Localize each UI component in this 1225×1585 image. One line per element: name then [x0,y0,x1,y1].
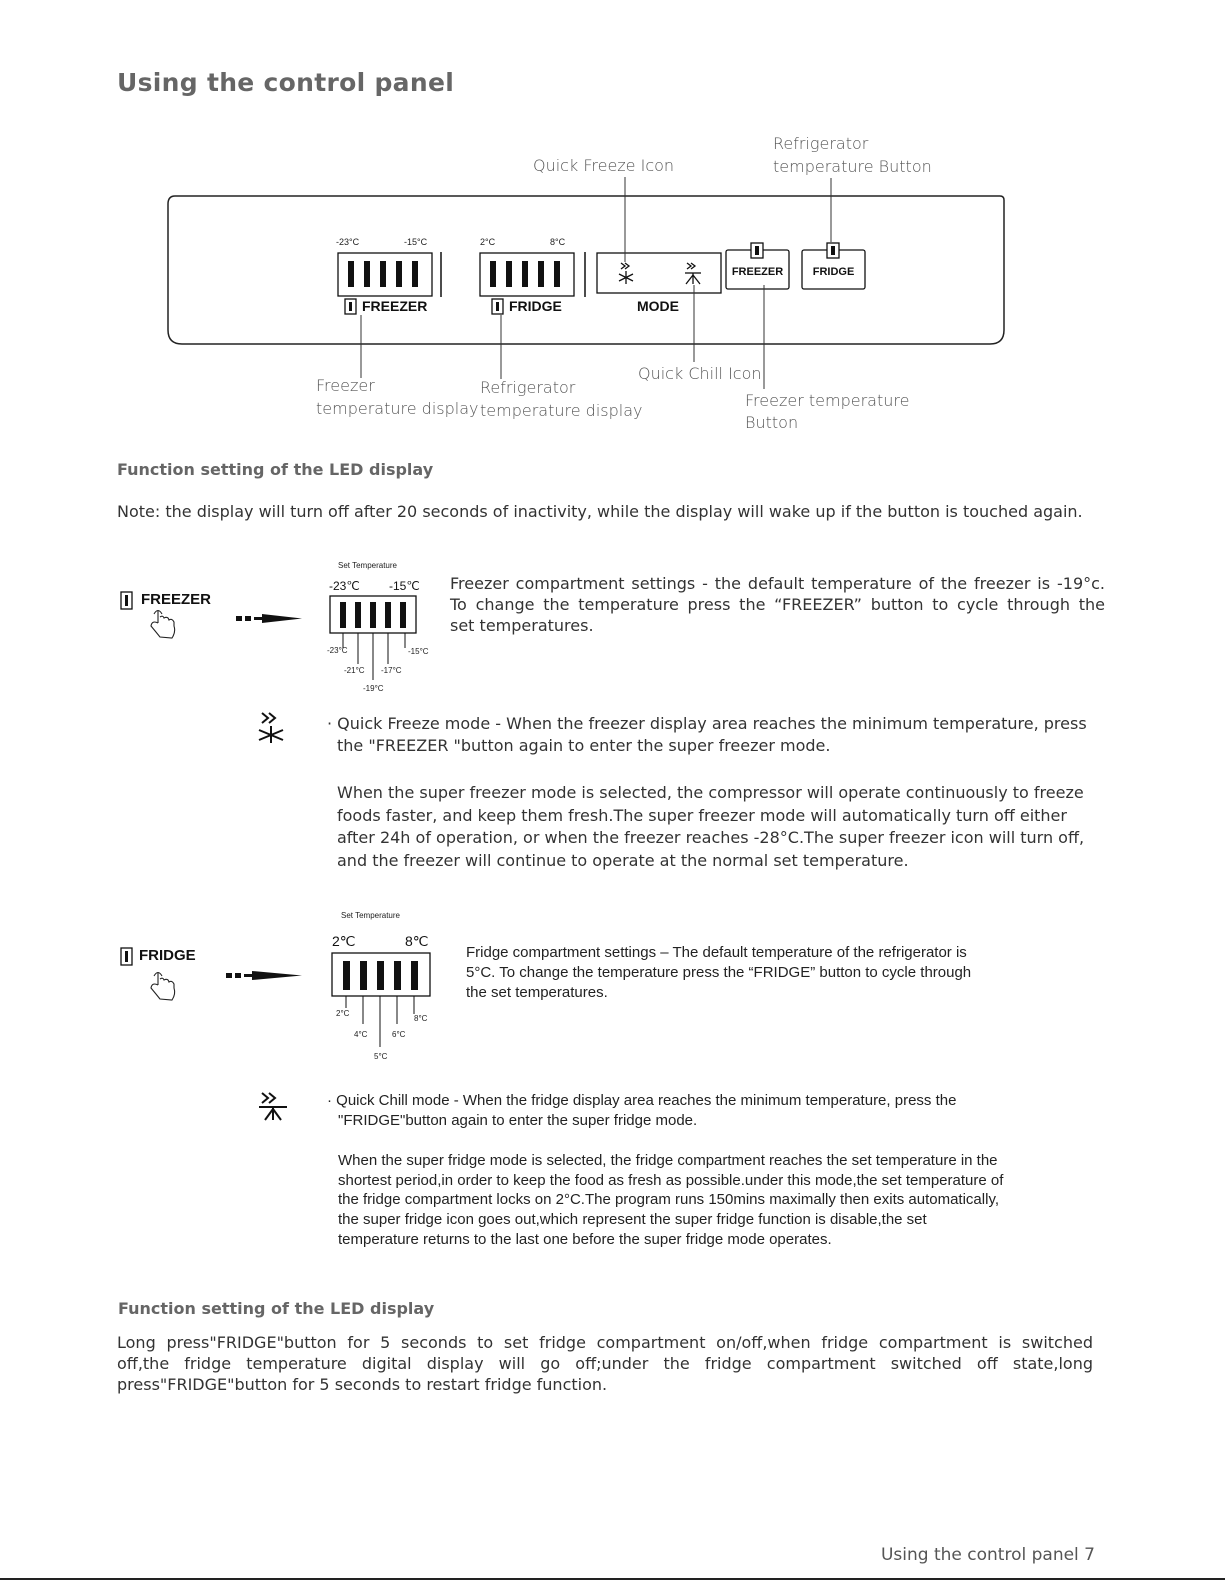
quick-chill-line: temperature returns to the last one before the super fridge mode operates. [338,1231,832,1248]
freezer-settings-line: set temperatures. [450,616,594,635]
section-heading: Function setting of the LED display [117,460,434,479]
quick-freeze-line: · Quick Freeze mode - When the freezer display area reaches the minimum temperature, press [327,714,1087,733]
arrow-icon [262,614,302,623]
long-press-line: press"FRIDGE"button for 5 seconds to restart fridge function. [117,1375,608,1394]
freezer-range-low: -23°C [336,237,360,247]
callout-quick-chill-icon: Quick Chill Icon [638,364,762,383]
callout-freezer-temp-button-2: Button [745,413,799,432]
quick-freeze-line: When the super freezer mode is selected, the compressor will operate continuously to freeze [337,783,1084,802]
tick-label: 2°C [336,1009,350,1018]
tick-label: -17°C [381,666,402,675]
tick-label: -15°C [408,647,429,656]
quick-freeze-icon [619,263,633,284]
long-press-line: Long press"FRIDGE"button for 5 seconds to set fridge compartment on/off,when fridge compartment is switched [117,1333,1093,1352]
callout-fridge-temp-display-1: Refrigerator [480,378,576,397]
fridge-range-high: 8°C [550,237,566,247]
tick-label: 6°C [392,1030,406,1039]
tick-label: 4°C [354,1030,368,1039]
freezer-display-label: FREEZER [362,298,428,314]
callout-fridge-temp-button-1: Refrigerator [773,134,869,153]
tick-label: -23°C [327,646,348,655]
page-title: Using the control panel [117,68,455,97]
callout-quick-freeze-icon: Quick Freeze Icon [533,156,675,175]
fridge-button[interactable]: FRIDGE [812,266,855,278]
panel-outline [168,196,1004,344]
section-heading: Function setting of the LED display [118,1299,435,1318]
fridge-display-label: FRIDGE [509,298,562,314]
quick-freeze-icon-large [259,713,283,743]
freezer-range-high: -15°C [404,237,428,247]
control-panel-diagram [0,0,1225,450]
quick-chill-line: When the super fridge mode is selected, the fridge compartment reaches the set temperature in the [338,1152,998,1169]
callout-fridge-temp-button-2: temperature Button [773,157,932,176]
bottom-rule [0,1578,1225,1580]
callout-fridge-temp-display-2: temperature display [480,401,643,420]
fridge-settings-line: 5°C. To change the temperature press the “FRIDGE” button to cycle through [466,964,972,981]
mode-box [597,253,721,293]
page-footer: Using the control panel 7 [880,1545,1095,1565]
fridge-settings-line: the set temperatures. [466,984,608,1001]
fridge-settings-line: Fridge compartment settings – The default temperature of the refrigerator is [466,944,967,961]
note-text: Note: the display will turn off after 20 seconds of inactivity, while the display will wake up if the button is touched again. [117,502,1083,521]
tick-label: -19°C [363,684,384,693]
quick-freeze-line: after 24h of operation, or when the freezer reaches -28°C.The super freezer icon will turn off, [337,828,1085,847]
hand-icon [151,973,175,1001]
freezer-settings-line: To change the temperature press the “FREEZER” button to cycle through the [450,595,1105,614]
quick-freeze-line: foods faster, and keep them fresh.The super freezer mode will automatically turn off either [337,806,1067,825]
callout-freezer-temp-display-1: Freezer [316,376,375,395]
freezer-range-high-large: -15℃ [389,579,420,593]
tick-label: -21°C [344,666,365,675]
freezer-settings-line: Freezer compartment settings - the default temperature of the freezer is -19°c. [450,574,1105,593]
callout-freezer-temp-display-2: temperature display [316,399,479,418]
quick-freeze-line: the "FREEZER "button again to enter the super freezer mode. [337,736,831,755]
freezer-range-low-large: -23℃ [329,579,360,593]
quick-chill-line: shortest period,in order to keep the food as fresh as possible.under this mode,the set temperature of [338,1172,1004,1189]
fridge-key-label: FRIDGE [139,947,196,964]
quick-freeze-line: and the freezer will continue to operate at the normal set temperature. [337,851,909,870]
fridge-range-high-large: 8℃ [405,933,429,949]
quick-chill-icon [685,263,701,284]
quick-chill-line: the fridge compartment locks on 2°C.The program runs 150mins maximally then exits automatically, [338,1191,999,1208]
quick-chill-icon-large [259,1093,287,1120]
freezer-button[interactable]: FREEZER [731,266,784,278]
fridge-range-low-large: 2℃ [332,933,356,949]
mode-label: MODE [637,298,679,314]
fridge-range-low: 2°C [480,237,496,247]
freezer-key-label: FREEZER [141,591,212,608]
tick-label: 8°C [414,1014,428,1023]
quick-chill-line: the super fridge icon goes out,which represent the super fridge function is disable,the set [338,1211,927,1228]
quick-chill-line: "FRIDGE"button again to enter the super fridge mode. [338,1112,698,1129]
arrow-icon [252,971,302,980]
set-temperature-label: Set Temperature [338,561,397,570]
hand-icon [151,611,175,639]
callout-freezer-temp-button-1: Freezer temperature [745,391,910,410]
quick-chill-line: · Quick Chill mode - When the fridge display area reaches the minimum temperature, press the [327,1092,957,1109]
long-press-line: off,the fridge temperature digital display will go off;under the fridge compartment switched off state,long [117,1354,1093,1373]
tick-label: 5°C [374,1052,388,1061]
set-temperature-label: Set Temperature [341,911,400,920]
